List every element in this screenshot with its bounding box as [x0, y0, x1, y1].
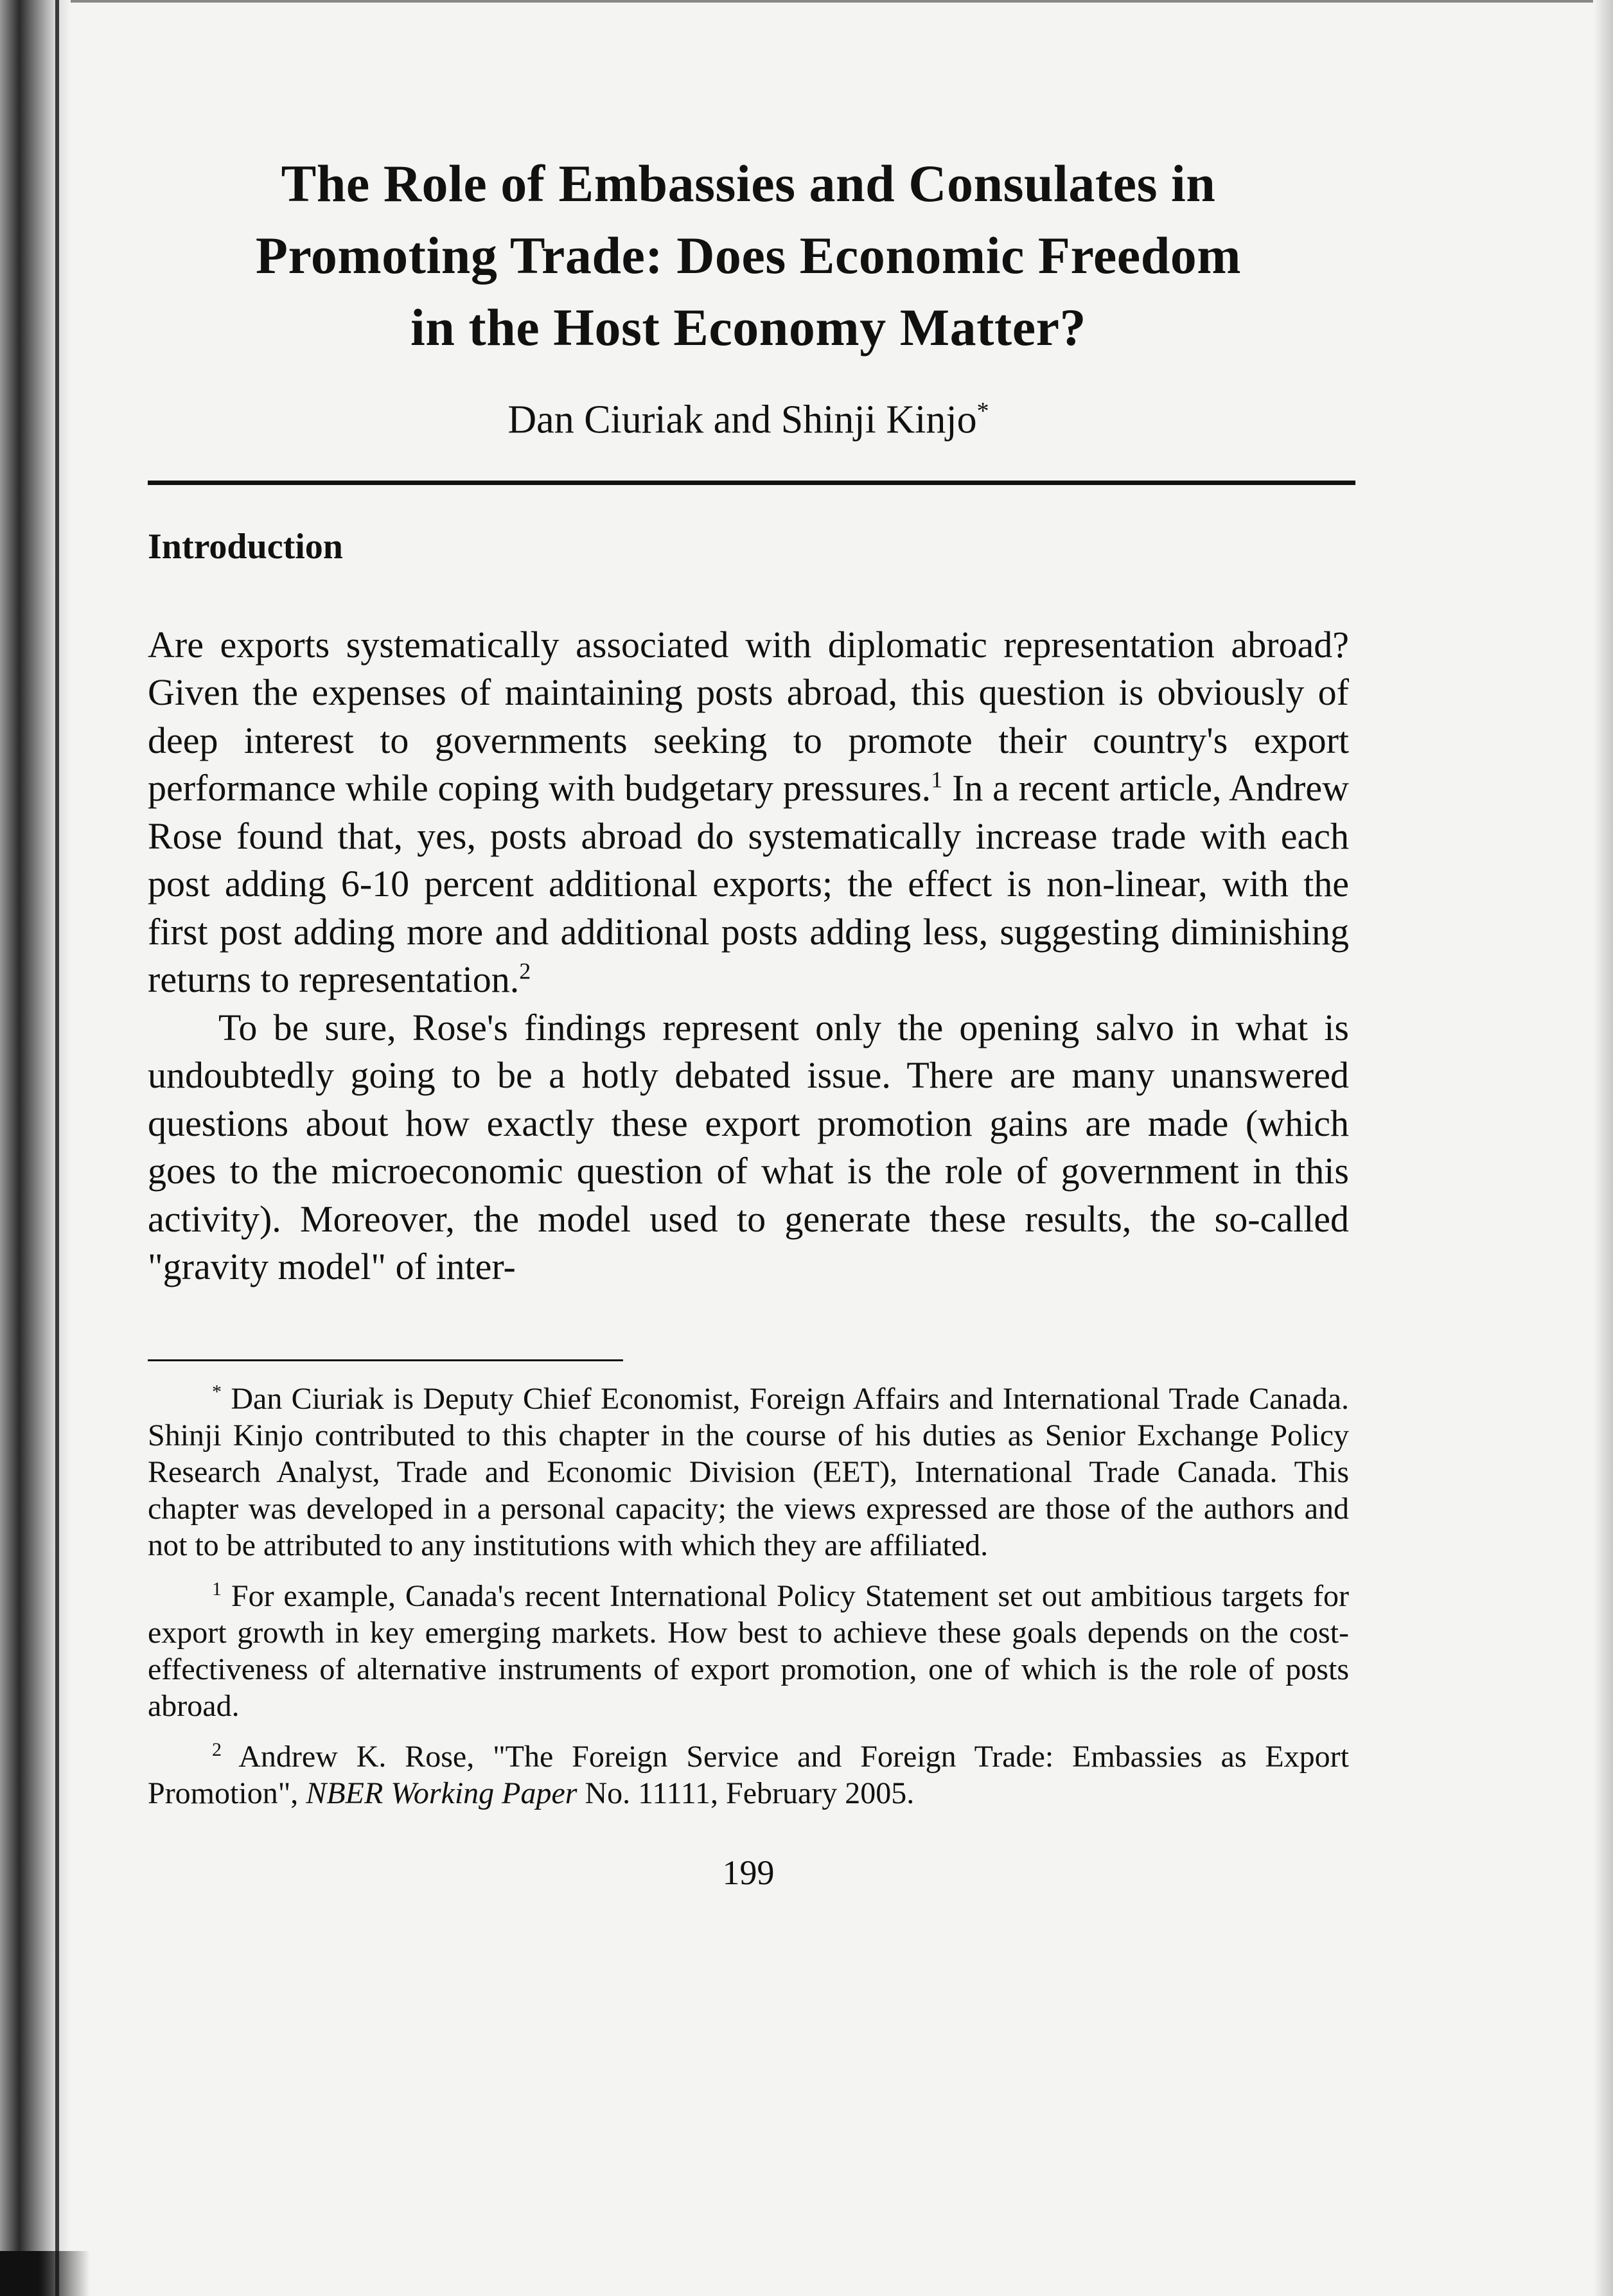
footnotes [148, 1381, 1349, 1812]
paragraph-1-text-b: In a recent article, Andrew Rose found that, yes, posts abroad do systematically increase trade with each post adding 6-10 percent additional exports; the effect is non-linear, with the first post adding more and additional posts adding less, suggesting diminishing returns to representation. [148, 767, 1349, 1001]
article-title [148, 148, 1349, 364]
footnote-2 [148, 1738, 1349, 1812]
footnote-2-journal: NBER Working Paper [306, 1776, 577, 1810]
title-divider [148, 481, 1355, 485]
footnote-1-marker: 1 [212, 1578, 222, 1600]
section-heading: Introduction [148, 526, 343, 567]
scan-right-shadow [1594, 0, 1613, 2296]
footnote-star [148, 1381, 1349, 1564]
author-line [148, 397, 1349, 443]
footnote-1-text: For example, Canada's recent International Policy Statement set out ambitious targets for export growth in key emerging markets. How best to achieve these goals depends on the cost-effectiveness of alternative instruments of export promotion, one of which is the role of posts abroad. [148, 1578, 1350, 1723]
footnote-2-text-b: No. 11111, February 2005. [577, 1776, 915, 1810]
page-content [148, 128, 1349, 1893]
body-text [148, 621, 1349, 1291]
title-line-3: in the Host Economy Matter? [410, 298, 1086, 357]
paragraph-2: To be sure, Rose's findings represent only the opening salvo in what is undoubtedly going to be a hotly debated issue. There are many unanswered questions about how exactly these export promotion gains are made (which goes to the microeconomic question of what is the role of government in this activity). Moreover, the model used to generate these results, the so-called "gravity model" of inter- [148, 1006, 1349, 1288]
title-line-2: Promoting Trade: Does Economic Freedom [255, 226, 1242, 285]
scan-binding-line [55, 0, 59, 2296]
author-names: Dan Ciuriak and Shinji Kinjo [507, 398, 977, 442]
author-note-marker: * [976, 398, 989, 425]
footnote-ref-2: 2 [519, 958, 531, 984]
paragraph-1-text-a: Are exports systematically associated with diplomatic representation abroad? Given the expenses of maintaining posts abroad, this question is obviously of deep interest to governments seeking to promote their country's export performance while coping with budgetary pressures. [148, 623, 1349, 809]
footnote-2-marker: 2 [212, 1738, 222, 1760]
footnote-ref-1: 1 [931, 766, 943, 793]
scan-top-edge [71, 0, 1593, 3]
footnote-2-text-a: Andrew K. Rose, "The Foreign Service and Foreign Trade: Embassies as Export Promotion", [148, 1739, 1349, 1810]
footnote-star-text: Dan Ciuriak is Deputy Chief Economist, Foreign Affairs and International Trade Canada. Shinji Kinjo contributed to this chapter in the course of his duties as Senior Exchange Policy Research Analyst, Trade and Economic Division (EET), International Trade Canada. This chapter was developed in a personal capacity; the views expressed are those of the authors and not to be attributed to any institutions with which they are affiliated. [148, 1381, 1350, 1562]
footnote-star-marker: * [212, 1381, 222, 1402]
footnote-divider [148, 1359, 623, 1361]
scan-bottom-corner [0, 2251, 90, 2296]
page-number: 199 [722, 1853, 775, 1892]
scan-binding-edge [0, 0, 71, 2296]
footnote-1 [148, 1578, 1349, 1724]
paragraph-1 [148, 621, 1349, 1004]
title-line-1: The Role of Embassies and Consulates in [281, 154, 1216, 213]
